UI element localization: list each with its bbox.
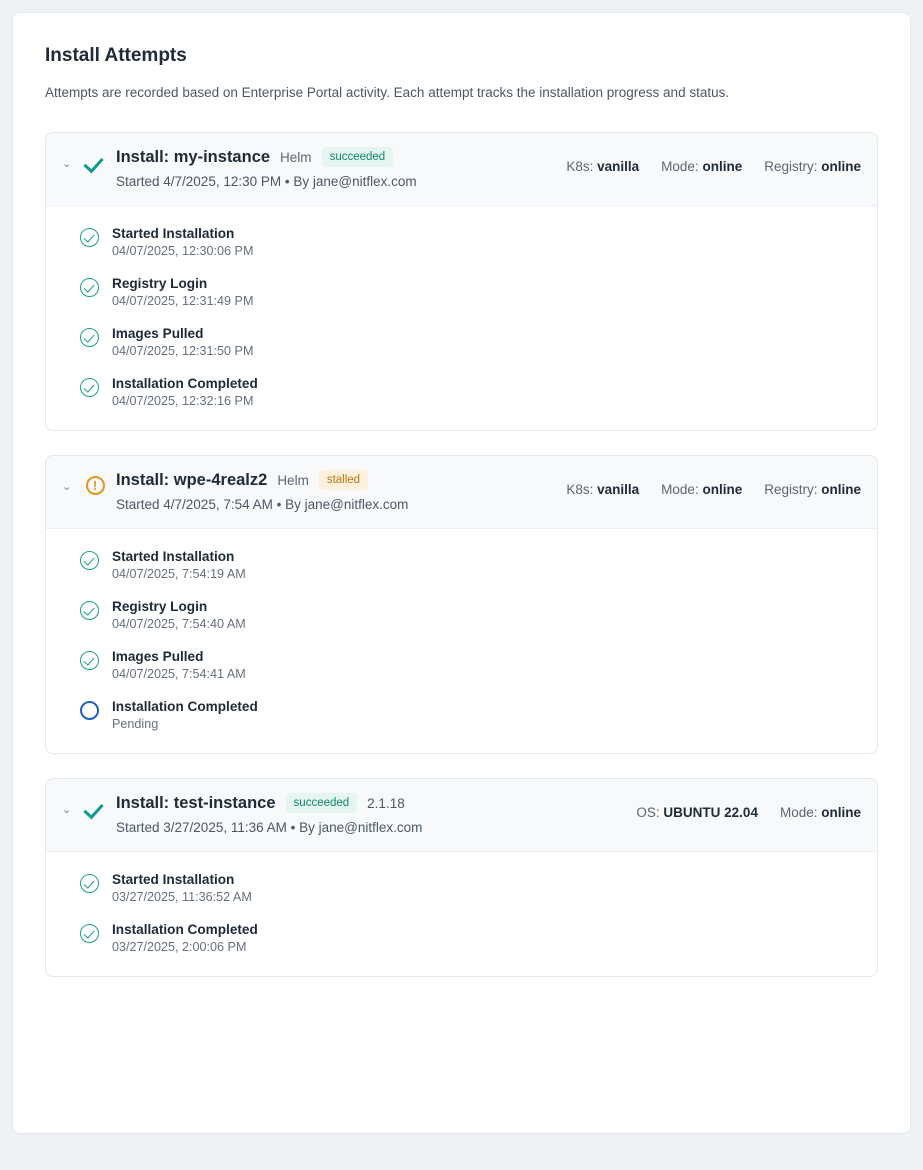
attempt-version: 2.1.18 [367,795,405,811]
step-timestamp: 04/07/2025, 12:32:16 PM [112,394,254,408]
success-check-icon [84,153,106,175]
step-timestamp: 04/07/2025, 7:54:40 AM [112,617,246,631]
step-text [112,922,258,954]
install-attempts-card [12,12,911,1134]
step-status-icon [80,874,100,894]
attempt-meta-label: Registry: [764,159,818,174]
attempt-meta-item [764,159,861,174]
step-timestamp: 04/07/2025, 12:31:50 PM [112,344,254,358]
step-label: Registry Login [112,599,208,614]
step-item [80,549,861,581]
step-item [80,649,861,681]
step-text [112,549,246,581]
step-timestamp: 04/07/2025, 12:30:06 PM [112,244,254,258]
step-text [112,376,258,408]
attempt-status-icon [82,147,108,175]
step-item [80,699,861,731]
step-status-icon [80,601,100,621]
attempt-header-main [116,793,636,835]
step-check-icon [80,551,99,570]
step-text [112,276,253,308]
step-text [112,872,252,904]
attempt-meta-value: online [821,482,861,497]
chevron-down-icon[interactable]: ⌄ [62,481,72,493]
attempt-meta-label: K8s: [566,159,594,174]
page-subtitle: Attempts are recorded based on Enterprise Portal activity. Each attempt tracks the installation progress and status. [45,85,730,100]
attempt-meta-label: Mode: [661,159,699,174]
attempt-title-row [116,147,566,167]
step-check-icon [80,328,99,347]
step-text [112,599,246,631]
step-item [80,276,861,308]
step-timestamp: 04/07/2025, 7:54:41 AM [112,667,246,681]
attempt-status-icon [82,470,108,495]
attempt-meta [566,470,861,497]
step-label: Registry Login [112,276,208,291]
step-timestamp: 04/07/2025, 12:31:49 PM [112,294,254,308]
attempt-package-type: Helm [280,149,312,165]
attempt-started-info: Started 3/27/2025, 11:36 AM • By jane@nitflex.com [116,820,423,835]
attempt-meta-label: Registry: [764,482,818,497]
status-badge: stalled [319,470,368,490]
attempt-meta-label: K8s: [566,482,594,497]
attempt-steps [46,206,877,430]
step-item [80,326,861,358]
attempts-list [33,132,890,977]
step-label: Installation Completed [112,376,258,391]
step-status-icon [80,924,100,944]
attempt-package-type: Helm [277,472,309,488]
step-check-icon [80,924,99,943]
attempt-meta-item [636,805,758,820]
attempt-status-icon [82,793,108,821]
step-label: Installation Completed [112,922,258,937]
attempt-meta [636,793,861,820]
attempt-card [45,455,878,754]
step-item [80,922,861,954]
attempt-meta-item [780,805,861,820]
step-timestamp: 03/27/2025, 11:36:52 AM [112,890,252,904]
attempt-started-info: Started 4/7/2025, 12:30 PM • By jane@nitflex.com [116,174,417,189]
step-text [112,226,253,258]
step-status-icon [80,328,100,348]
step-pending-icon [80,701,99,720]
step-check-icon [80,278,99,297]
success-check-icon [84,799,106,821]
step-status-icon [80,278,100,298]
attempt-header-main [116,147,566,189]
attempt-title: Install: test-instance [116,793,276,812]
step-check-icon [80,228,99,247]
step-label: Started Installation [112,226,235,241]
attempt-title-row [116,470,566,490]
attempt-meta-value: online [821,159,861,174]
attempt-title: Install: my-instance [116,147,271,166]
step-item [80,376,861,408]
attempt-header[interactable] [46,133,877,206]
step-status-icon [80,701,100,721]
step-check-icon [80,378,99,397]
attempt-meta-item [566,159,639,174]
attempt-card [45,132,878,431]
step-timestamp: 04/07/2025, 7:54:19 AM [112,567,246,581]
step-text [112,326,253,358]
step-text [112,699,258,731]
attempt-header-main [116,470,566,512]
attempt-card [45,778,878,977]
page-title: Install Attempts [45,45,187,66]
step-check-icon [80,601,99,620]
step-timestamp: 03/27/2025, 2:00:06 PM [112,940,247,954]
attempt-meta [566,147,861,174]
step-status-icon [80,651,100,671]
attempt-meta-value: online [702,482,743,497]
step-check-icon [80,874,99,893]
step-timestamp: Pending [112,717,159,731]
attempt-meta-item [566,482,639,497]
step-status-icon [80,378,100,398]
attempt-meta-label: Mode: [779,805,818,820]
step-check-icon [80,651,99,670]
warning-exclamation-icon: ! [86,476,105,495]
step-text [112,649,246,681]
step-item [80,599,861,631]
step-item [80,872,861,904]
step-status-icon [80,228,100,248]
attempt-meta-label: OS: [636,805,660,820]
step-label: Images Pulled [112,649,204,664]
step-item [80,226,861,258]
step-label: Started Installation [112,872,235,887]
attempt-meta-item [661,159,742,174]
attempt-meta-value: UBUNTU 22.04 [663,805,758,820]
step-status-icon [80,551,100,571]
status-badge: succeeded [322,147,394,167]
chevron-down-icon[interactable]: ⌄ [62,158,72,170]
chevron-down-icon[interactable]: ⌄ [62,804,72,816]
attempt-meta-value: vanilla [597,159,640,174]
attempt-meta-item [764,482,861,497]
attempt-title-row [116,793,636,813]
attempt-meta-value: online [821,805,861,820]
step-label: Started Installation [112,549,235,564]
attempt-meta-value: online [702,159,743,174]
status-badge: succeeded [286,793,358,813]
attempt-steps [46,852,877,976]
attempt-meta-item [661,482,742,497]
attempt-meta-value: vanilla [597,482,640,497]
attempt-header[interactable] [46,456,877,529]
step-label: Images Pulled [112,326,204,341]
attempt-steps [46,529,877,753]
step-label: Installation Completed [112,699,258,714]
attempt-started-info: Started 4/7/2025, 7:54 AM • By jane@nitflex.com [116,497,409,512]
attempt-header[interactable] [46,779,877,852]
attempt-title: Install: wpe-4realz2 [116,470,268,489]
attempt-meta-label: Mode: [661,482,699,497]
